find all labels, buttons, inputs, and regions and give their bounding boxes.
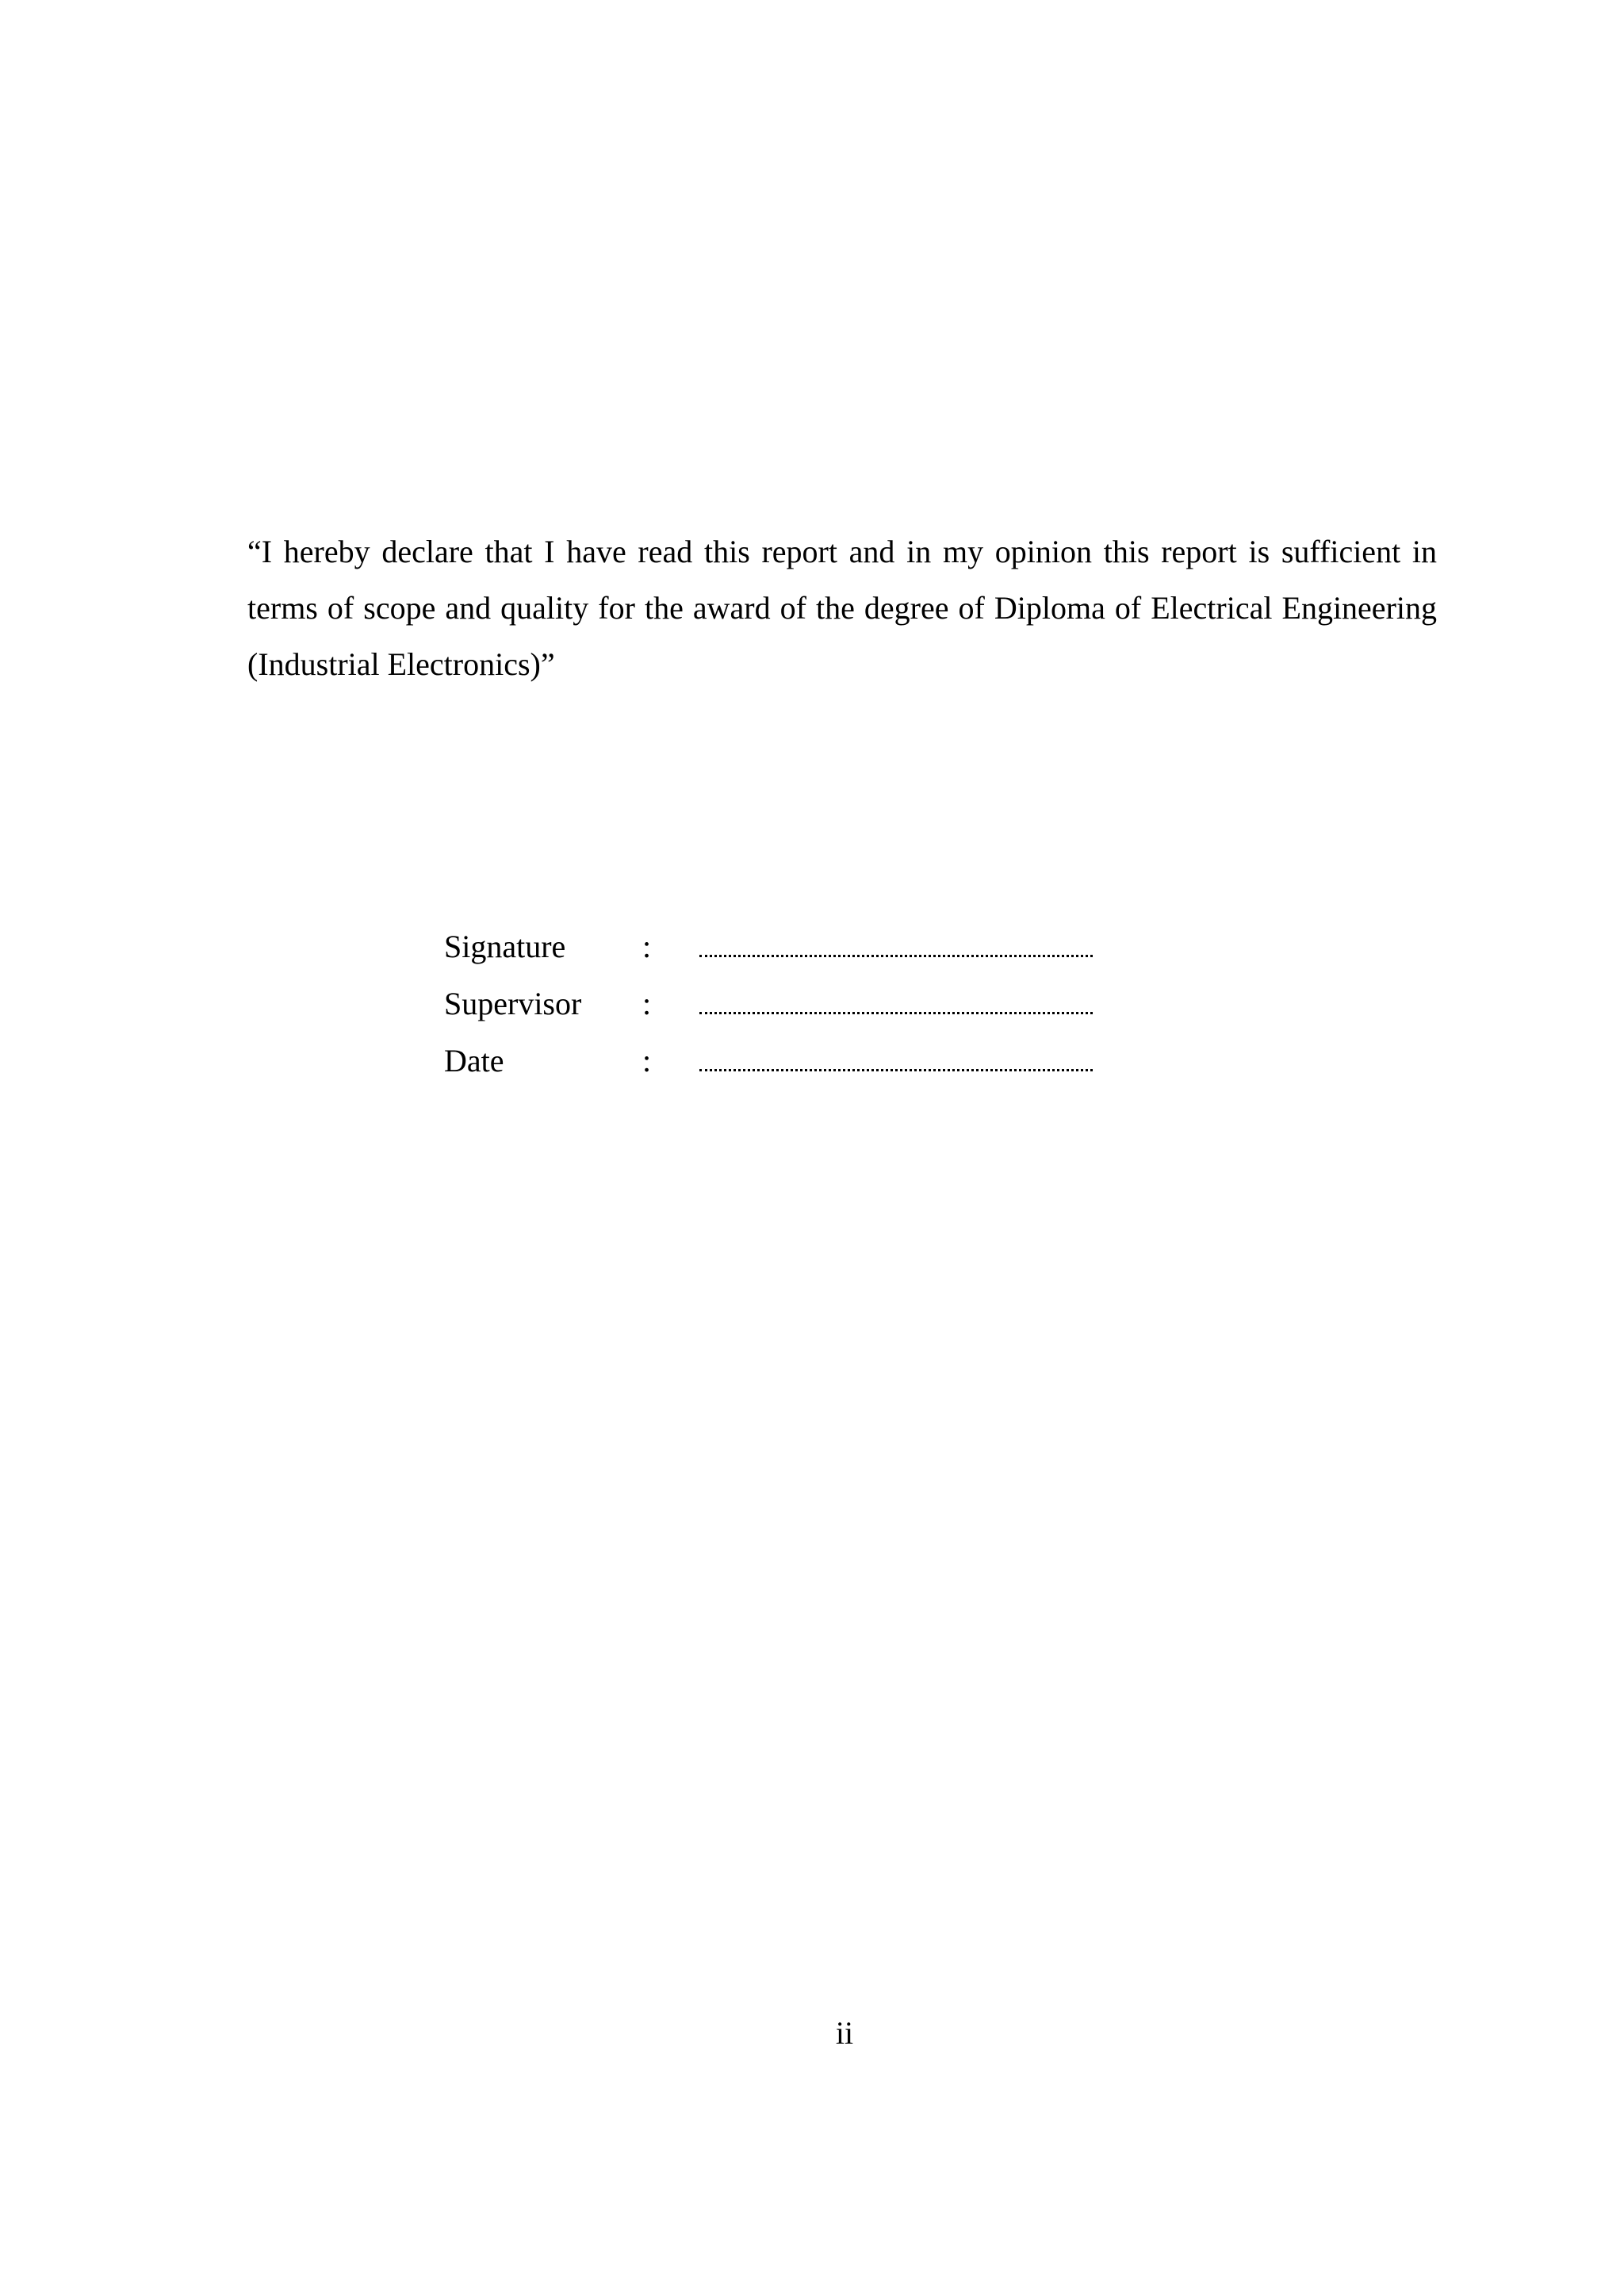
- signature-colon: :: [642, 929, 652, 964]
- supervisor-declaration: “I hereby declare that I have read this report and in my opinion this report is sufficient in terms of scope and quality for the award of the degree of Diploma of Electrical Engineering (Industrial Electronics)”: [247, 534, 1437, 682]
- signature-label: Signature: [444, 929, 566, 964]
- supervisor-label: Supervisor: [444, 986, 582, 1021]
- date-colon: :: [642, 1043, 652, 1079]
- signature-line: [699, 955, 1093, 957]
- supervisor-row: [444, 979, 1110, 1036]
- supervisor-colon: :: [642, 986, 652, 1021]
- date-label: Date: [444, 1043, 504, 1079]
- page-number: ii: [835, 2015, 854, 2051]
- signature-block: [444, 921, 1110, 1093]
- signature-row: [444, 921, 1110, 979]
- date-line: [699, 1069, 1093, 1071]
- supervisor-line: [699, 1012, 1093, 1014]
- date-row: [444, 1036, 1110, 1093]
